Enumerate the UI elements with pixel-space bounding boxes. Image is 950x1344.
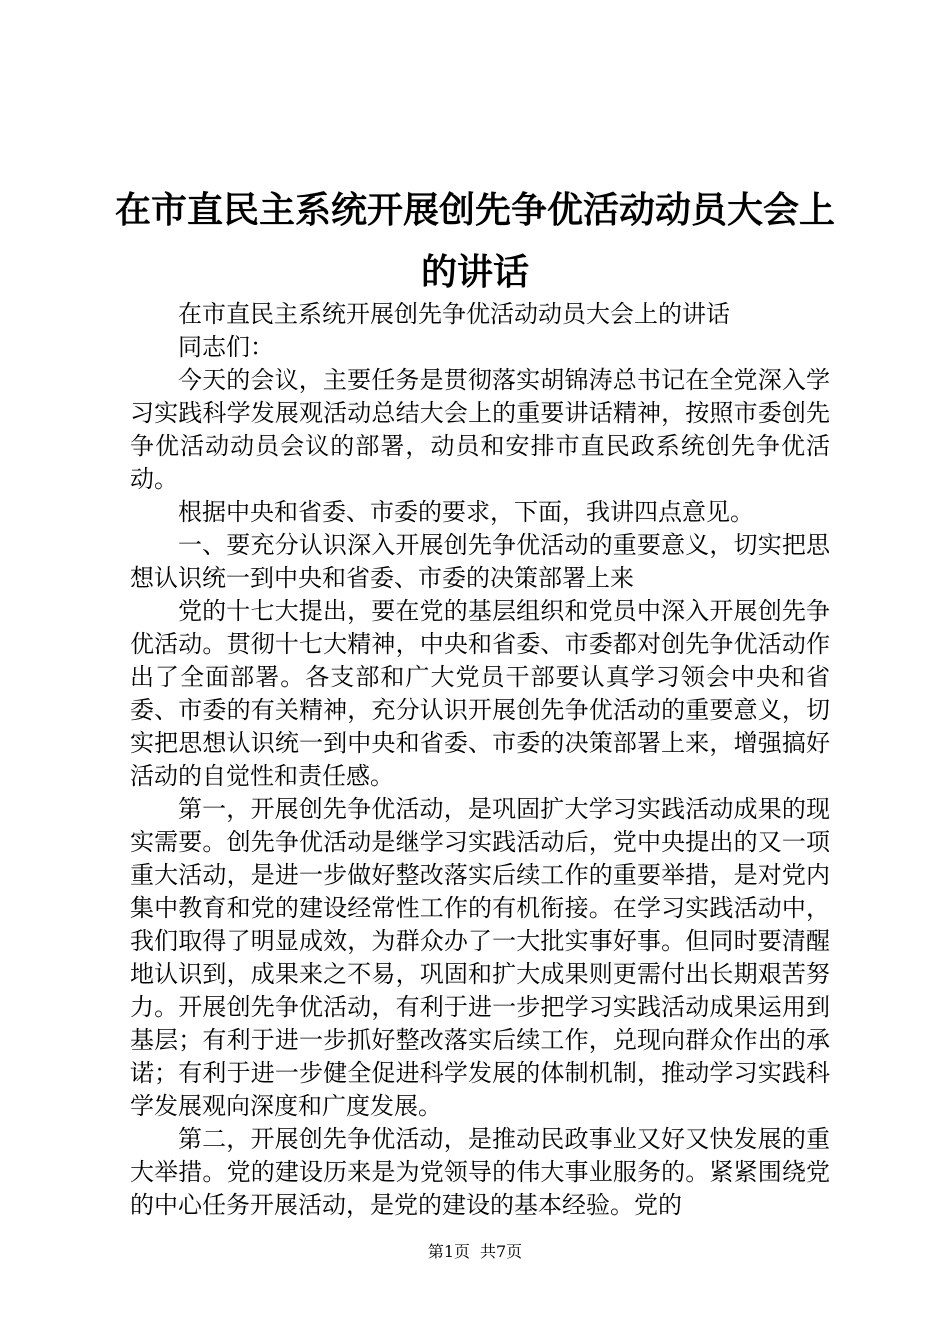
document-title: 在市直民主系统开展创先争优活动动员大会上的讲话 bbox=[114, 190, 835, 293]
paragraph: 根据中央和省委、市委的要求，下面，我讲四点意见。 bbox=[178, 498, 754, 526]
page-number: 第1页 bbox=[427, 1242, 470, 1261]
paragraph-salutation: 同志们： bbox=[178, 333, 274, 361]
page-footer bbox=[0, 1240, 950, 1264]
section-heading: 一、要充分认识深入开展创先争优活动的重要意义，切实把思想认识统一到中央和省委、市委的决策部署上来 bbox=[130, 531, 830, 592]
page-total: 共7页 bbox=[480, 1242, 523, 1261]
paragraph: 党的十七大提出，要在党的基层组织和党员中深入开展创先争优活动。贯彻十七大精神，中央和省委、市委都对创先争优活动作出了全面部署。各支部和广大党员干部要认真学习领会中央和省委、市委的有关精神，充分认识开展创先争优活动的重要意义，切实把思想认识统一到中央和省委、市委的决策部署上来，增强搞好活动的自觉性和责任感。 bbox=[130, 597, 830, 790]
paragraph-subtitle: 在市直民主系统开展创先争优活动动员大会上的讲话 bbox=[178, 300, 730, 328]
paragraph: 第一，开展创先争优活动，是巩固扩大学习实践活动成果的现实需要。创先争优活动是继学习实践活动后，党中央提出的又一项重大活动，是进一步做好整改落实后续工作的重要举措，是对党内集中教育和党的建设经常性工作的有机衔接。在学习实践活动中，我们取得了明显成效，为群众办了一大批实事好事。但同时要清醒地认识到，成果来之不易，巩固和扩大成果则更需付出长期艰苦努力。开展创先争优活动，有利于进一步把学习实践活动成果运用到基层；有利于进一步抓好整改落实后续工作，兑现向群众作出的承诺；有利于进一步健全促进科学发展的体制机制，推动学习实践科学发展观向深度和广度发展。 bbox=[130, 795, 830, 1120]
paragraph: 第二，开展创先争优活动，是推动民政事业又好又快发展的重大举措。党的建设历来是为党领导的伟大事业服务的。紧紧围绕党的中心任务开展活动，是党的建设的基本经验。党的 bbox=[130, 1125, 830, 1219]
paragraph: 今天的会议，主要任务是贯彻落实胡锦涛总书记在全党深入学习实践科学发展观活动总结大会上的重要讲话精神，按照市委创先争优活动动员会议的部署，动员和安排市直民政系统创先争优活动。 bbox=[130, 366, 830, 493]
document-body bbox=[130, 298, 830, 1222]
